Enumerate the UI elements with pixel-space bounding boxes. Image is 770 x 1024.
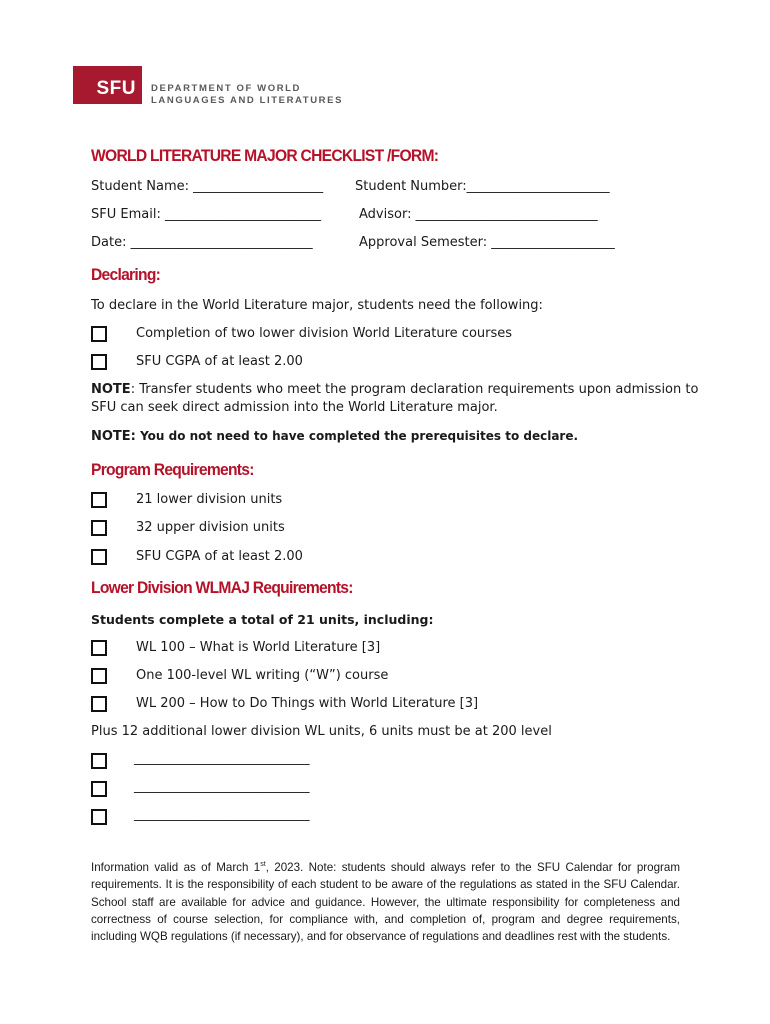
sfu-logo xyxy=(73,66,142,104)
department-name xyxy=(151,83,343,107)
lower-item-2: One 100-level WL writing (“W”) course xyxy=(136,668,389,683)
lower-item-3: WL 200 – How to Do Things with World Literature [3] xyxy=(136,696,479,711)
additional-units-text: Plus 12 additional lower division WL units, 6 units must be at 200 level xyxy=(91,724,552,739)
blank-checkbox-3[interactable] xyxy=(91,809,107,825)
date-field[interactable]: Date: ____________________________ xyxy=(91,235,313,250)
program-item-3: SFU CGPA of at least 2.00 xyxy=(136,549,303,564)
note-text: : Transfer students who meet the program declaration requirements upon admission to xyxy=(130,382,699,397)
declaring-item-2: SFU CGPA of at least 2.00 xyxy=(136,354,303,369)
logo-mark: SFU xyxy=(96,78,136,99)
program-checkbox-1[interactable] xyxy=(91,492,107,508)
transfer-note-line-2: SFU can seek direct admission into the World Literature major. xyxy=(91,400,498,415)
blank-checkbox-1[interactable] xyxy=(91,753,107,769)
student-number-field[interactable]: Student Number:______________________ xyxy=(355,179,610,194)
department-line-2: LANGUAGES AND LITERATURES xyxy=(151,95,343,106)
declaring-item-1: Completion of two lower division World Literature courses xyxy=(136,326,513,341)
page-title: WORLD LITERATURE MAJOR CHECKLIST /FORM: xyxy=(91,146,439,165)
lower-division-heading: Lower Division WLMAJ Requirements: xyxy=(91,578,353,597)
program-item-2: 32 upper division units xyxy=(136,520,285,535)
department-line-1: DEPARTMENT OF WORLD xyxy=(151,83,302,94)
program-requirements-heading: Program Requirements: xyxy=(91,460,254,479)
declaring-heading: Declaring: xyxy=(91,265,161,284)
blank-course-field-3[interactable]: ___________________________ xyxy=(134,807,310,822)
lower-division-intro: Students complete a total of 21 units, including: xyxy=(91,612,434,627)
program-checkbox-3[interactable] xyxy=(91,549,107,565)
footer-disclaimer xyxy=(91,856,680,946)
note-label: NOTE: xyxy=(91,429,136,444)
approval-semester-field[interactable]: Approval Semester: ___________________ xyxy=(359,235,615,250)
transfer-note xyxy=(91,382,698,397)
lower-checkbox-1[interactable] xyxy=(91,640,107,656)
footer-superscript: st xyxy=(260,861,266,868)
lower-checkbox-3[interactable] xyxy=(91,696,107,712)
note-text: You do not need to have completed the prerequisites to declare. xyxy=(135,429,579,443)
lower-checkbox-2[interactable] xyxy=(91,668,107,684)
student-name-field[interactable]: Student Name: ____________________ xyxy=(91,179,324,194)
program-item-1: 21 lower division units xyxy=(136,492,283,507)
declaring-intro: To declare in the World Literature major, students need the following: xyxy=(91,298,543,313)
sfu-email-field[interactable]: SFU Email: ________________________ xyxy=(91,207,321,222)
lower-item-1: WL 100 – What is World Literature [3] xyxy=(136,640,381,655)
footer-text-rest: , 2023. Note: students should always refer to the SFU Calendar for program requirements. It is the responsibility of each student to be aware of the regulations as stated in the SFU Calendar. School staff are available for advice and guidance. However, the ultimate responsibility for completeness and correctness of course selection, for compliance with, and completion of, program and degree requirements, including WQB regulations (if necessary), and for observance of regulations and deadlines rest with the students. xyxy=(91,860,680,944)
program-checkbox-2[interactable] xyxy=(91,520,107,536)
note-label: NOTE xyxy=(91,382,131,397)
declaring-checkbox-1[interactable] xyxy=(91,326,107,342)
blank-course-field-1[interactable]: ___________________________ xyxy=(134,751,310,766)
blank-course-field-2[interactable]: ___________________________ xyxy=(134,779,310,794)
blank-checkbox-2[interactable] xyxy=(91,781,107,797)
prerequisite-note xyxy=(91,429,578,444)
advisor-field[interactable]: Advisor: ____________________________ xyxy=(359,207,598,222)
footer-text-start: Information valid as of March 1 xyxy=(91,860,261,874)
declaring-checkbox-2[interactable] xyxy=(91,354,107,370)
